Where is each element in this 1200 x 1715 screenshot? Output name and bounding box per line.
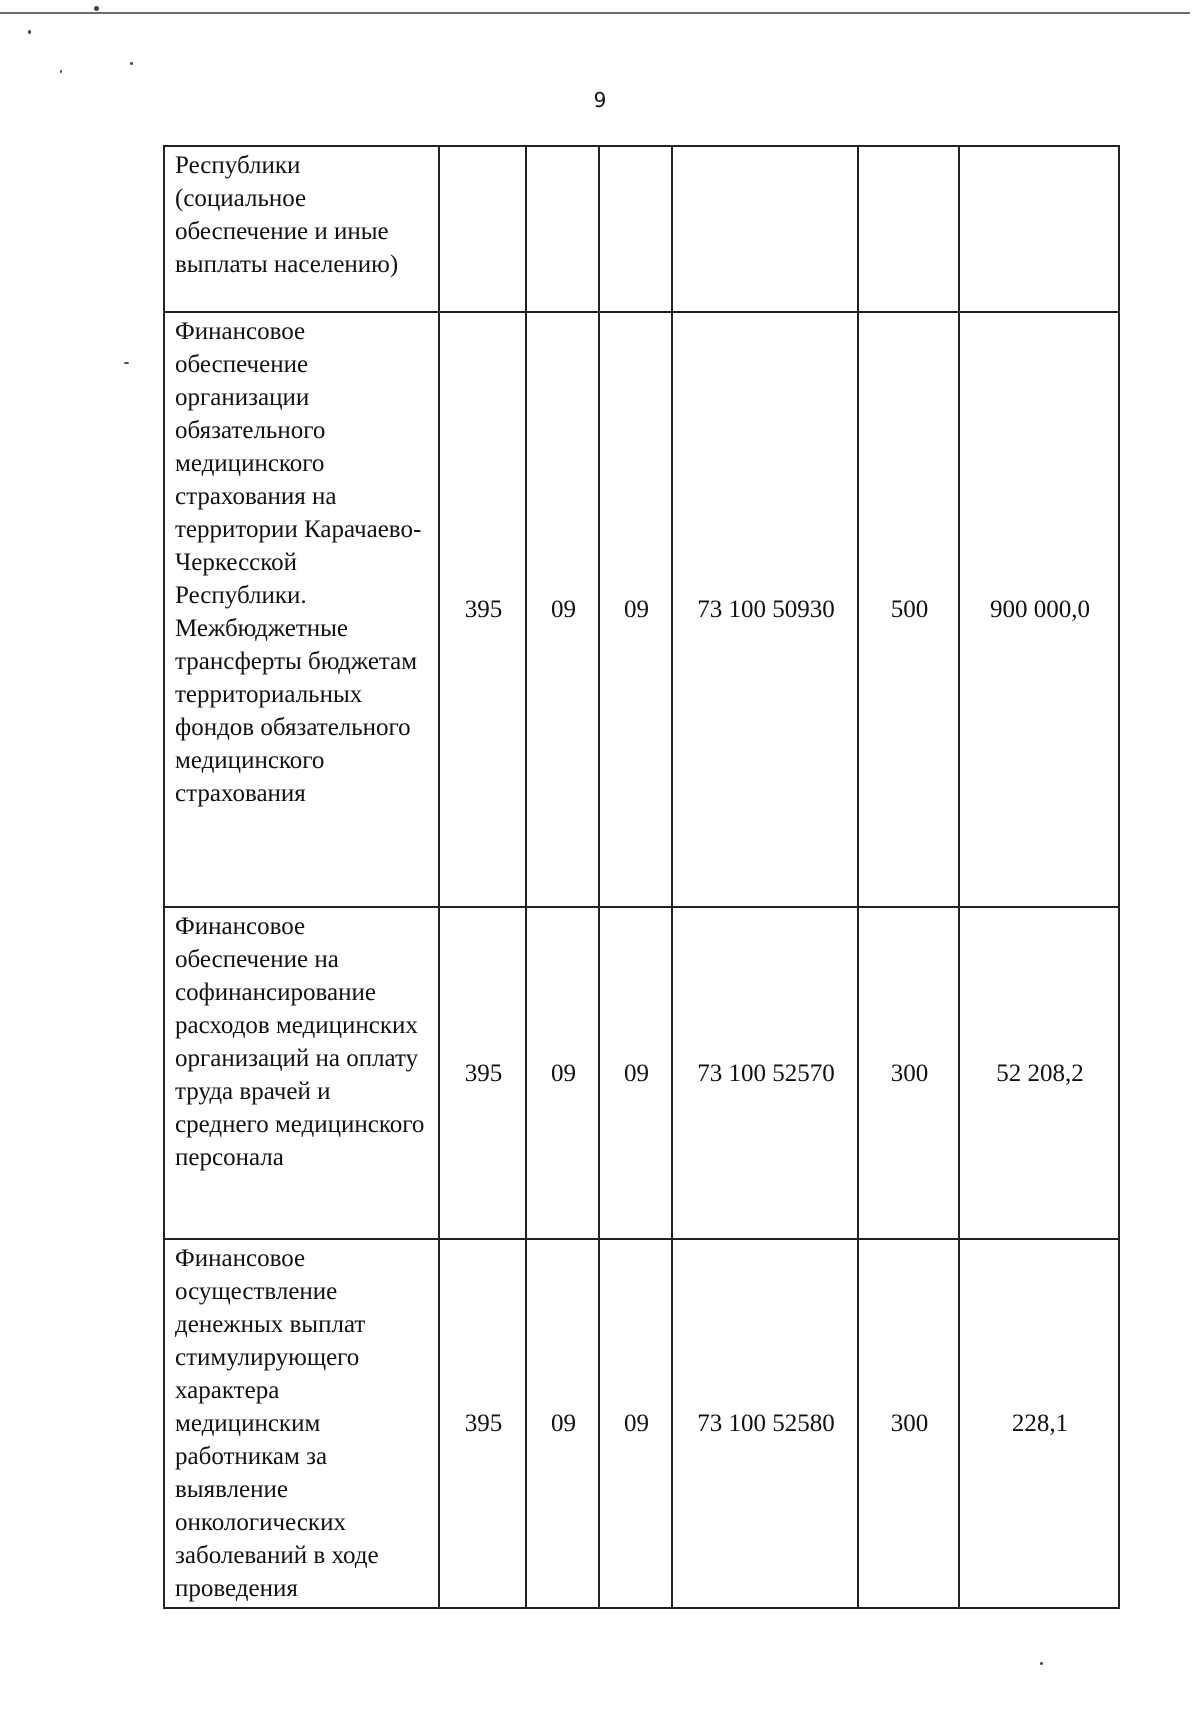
budget-table [163, 145, 1120, 1609]
scan-speck [124, 362, 129, 364]
section-code: 09 [526, 1239, 599, 1608]
section-code [526, 146, 599, 312]
expense-type-code: 300 [858, 907, 959, 1239]
expense-type-code: 300 [858, 1239, 959, 1608]
admin-code: 395 [439, 1239, 526, 1608]
target-article-code: 73 100 50930 [672, 312, 858, 907]
expense-type-code [858, 146, 959, 312]
admin-code [439, 146, 526, 312]
admin-code: 395 [439, 312, 526, 907]
subsection-code [599, 146, 672, 312]
expense-type-code: 500 [858, 312, 959, 907]
subsection-code: 09 [599, 907, 672, 1239]
admin-code: 395 [439, 907, 526, 1239]
table-row [164, 1239, 1119, 1608]
subsection-code: 09 [599, 312, 672, 907]
table-row [164, 312, 1119, 907]
page-number: 9 [593, 88, 607, 112]
section-code: 09 [526, 907, 599, 1239]
amount: 228,1 [959, 1239, 1119, 1608]
scan-speck [60, 70, 62, 73]
scan-speck [28, 30, 31, 34]
row-description: Финансовое осуществление денежных выплат стимулирующего характера медицинским работникам за выявление онкологических заболеваний в ходе проведения [164, 1239, 439, 1608]
scan-edge-line [0, 12, 1190, 14]
section-code: 09 [526, 312, 599, 907]
subsection-code: 09 [599, 1239, 672, 1608]
row-description: Финансовое обеспечение организации обязательного медицинского страхования на территории Карачаево-Черкесской Республики. Межбюджетные трансферты бюджетам территориальных фондов обязательного медицинского страхования [164, 312, 439, 907]
target-article-code [672, 146, 858, 312]
table-row [164, 907, 1119, 1239]
scan-speck [94, 6, 99, 11]
amount: 52 208,2 [959, 907, 1119, 1239]
row-description: Финансовое обеспечение на софинансирование расходов медицинских организаций на оплату труда врачей и среднего медицинского персонала [164, 907, 439, 1239]
amount [959, 146, 1119, 312]
scan-speck [130, 62, 133, 65]
scan-speck [1040, 1662, 1043, 1665]
table-row [164, 146, 1119, 312]
target-article-code: 73 100 52580 [672, 1239, 858, 1608]
target-article-code: 73 100 52570 [672, 907, 858, 1239]
row-description: Республики (социальное обеспечение и иные выплаты населению) [164, 146, 439, 312]
amount: 900 000,0 [959, 312, 1119, 907]
